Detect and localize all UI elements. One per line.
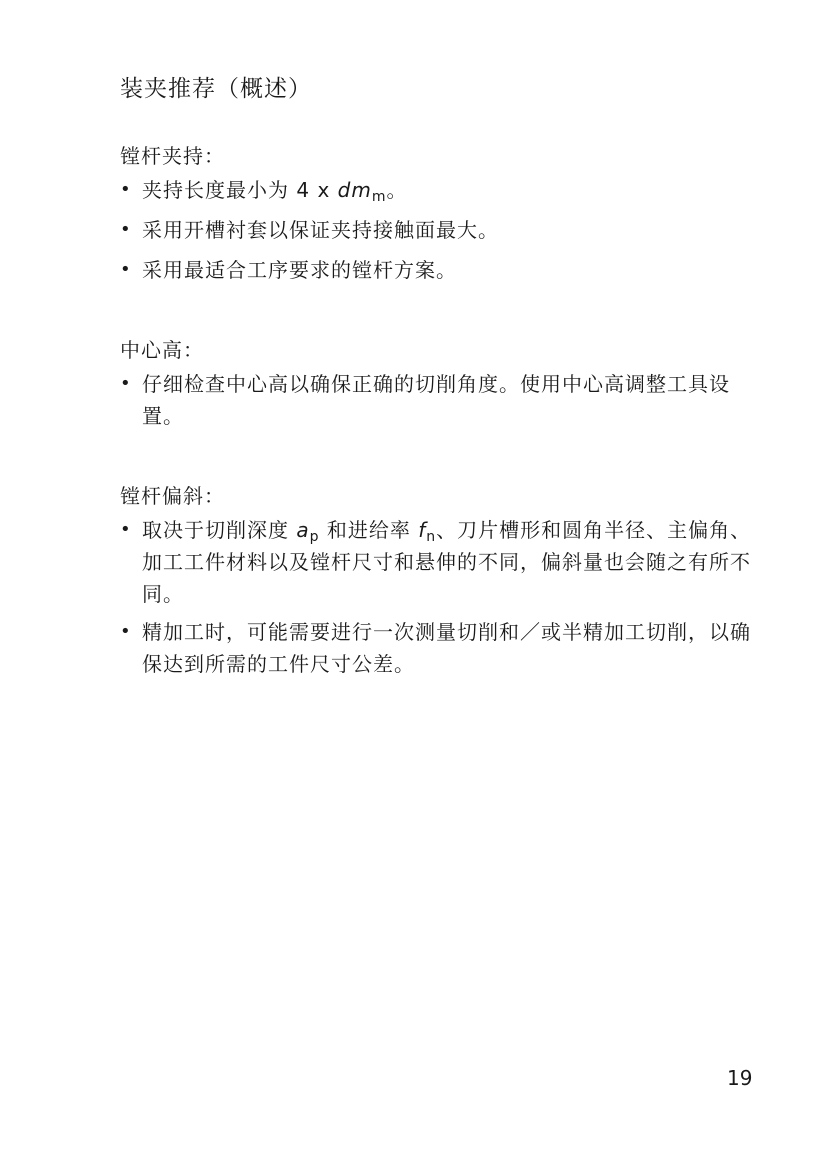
list-item-text: 取决于切削深度 $a_p$ 和进给率 $f_n$、刀片槽形和圆角半径、主偏角、加工工件材料以及镗杆尺寸和悬伸的不同，偏斜量也会随之有所不同。 <box>142 518 752 606</box>
bullet-marker: • <box>120 621 132 642</box>
section-heading-bar-deflection: 镗杆偏斜： <box>120 484 225 508</box>
page-title: 装夹推荐（概述） <box>120 76 312 102</box>
list-item <box>120 174 760 206</box>
list-item-text: 精加工时，可能需要进行一次测量切削和／或半精加工切削，以确保达到所需的工件尺寸公差。 <box>142 620 751 676</box>
list-item <box>120 254 760 286</box>
list-item-text: 采用开槽衬套以保证夹持接触面最大。 <box>142 218 499 242</box>
list-item <box>120 514 760 610</box>
list-item-text: 仔细检查中心高以确保正确的切削角度。使用中心高调整工具设置。 <box>142 372 730 428</box>
list-item <box>120 214 760 246</box>
list-item-text: 夹持长度最小为 4 x $dm_m$。 <box>142 178 408 205</box>
bullet-marker: • <box>120 373 132 394</box>
list-item <box>120 616 760 680</box>
page-number: 19 <box>727 1066 753 1090</box>
bullet-marker: • <box>120 219 132 240</box>
section-heading-bar-clamping: 镗杆夹持： <box>120 144 225 168</box>
bullet-marker: • <box>120 519 132 540</box>
bullet-marker: • <box>120 179 132 200</box>
list-item <box>120 368 760 432</box>
list-item-text: 采用最适合工序要求的镗杆方案。 <box>142 258 457 282</box>
section-heading-center-height: 中心高： <box>120 338 204 362</box>
bullet-marker: • <box>120 259 132 280</box>
